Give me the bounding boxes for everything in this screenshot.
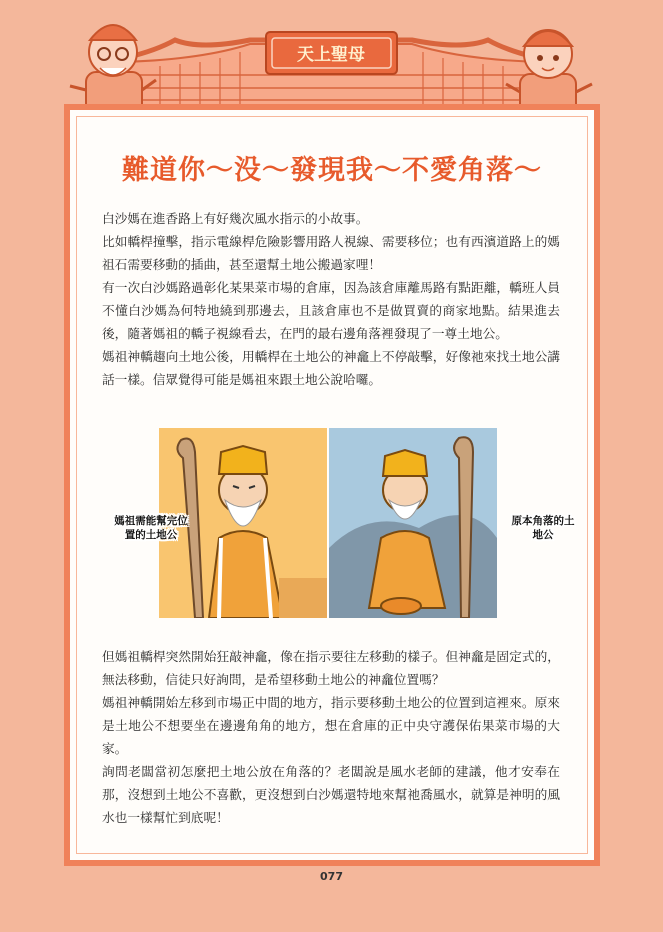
paragraph: 媽祖神轎趨向土地公後，用轎桿在土地公的神龕上不停敲擊，好像祂來找土地公講話一樣。信眾覺得可能是媽祖來跟土地公說哈囉。 bbox=[102, 349, 560, 387]
caption-right: 原本角落的土地公 bbox=[511, 515, 575, 541]
paragraph: 詢問老闆當初怎麼把土地公放在角落的？老闆說是風水老師的建議，他才安奉在那，沒想到土地公不喜歡，更沒想到白沙媽還特地來幫祂喬風水，就算是神明的風水也一樣幫忙到底呢！ bbox=[102, 764, 560, 825]
comic-illustration bbox=[159, 428, 497, 618]
caption-left: 媽祖需能幫完位置的土地公 bbox=[114, 515, 188, 541]
paragraph: 但媽祖轎桿突然開始狂敲神龕，像在指示要往左移動的樣子。但神龕是固定式的，無法移動，信徒只好詢問，是希望移動土地公的神龕位置嗎？ bbox=[102, 649, 560, 687]
story-paragraphs-top bbox=[102, 207, 560, 391]
panel-original-tudigong bbox=[329, 428, 497, 618]
paragraph: 有一次白沙媽路過彰化某果菜市場的倉庫，因為該倉庫離馬路有點距離，轎班人員不懂白沙媽為何特地繞到那邊去，且該倉庫也不是做買賣的商家地點。結果進去後，隨著媽祖的轎子視線看去，在門的最右邊角落裡發現了一尊土地公。 bbox=[102, 280, 560, 341]
page-number: 077 bbox=[320, 870, 343, 883]
paragraph: 媽祖神轎開始左移到市場正中間的地方，指示要移動土地公的位置到這裡來。原來是土地公不想要坐在邊邊角角的地方，想在倉庫的正中央守護保佑果菜市場的大家。 bbox=[102, 695, 560, 756]
plaque-text: 天上聖母 bbox=[297, 45, 365, 65]
paragraph: 比如轎桿撞擊，指示電線桿危險影響用路人視線、需要移位；也有西濱道路上的媽祖石需要移動的插曲，甚至還幫土地公搬過家哩！ bbox=[102, 234, 560, 272]
plaque bbox=[266, 32, 397, 74]
paragraph: 白沙媽在進香路上有好幾次風水指示的小故事。 bbox=[102, 211, 369, 226]
story-paragraphs-bottom bbox=[102, 645, 560, 829]
tudigong-crouching-figure bbox=[329, 428, 497, 618]
page-title: 難道你～没～發現我～不愛角落～ bbox=[122, 155, 542, 186]
